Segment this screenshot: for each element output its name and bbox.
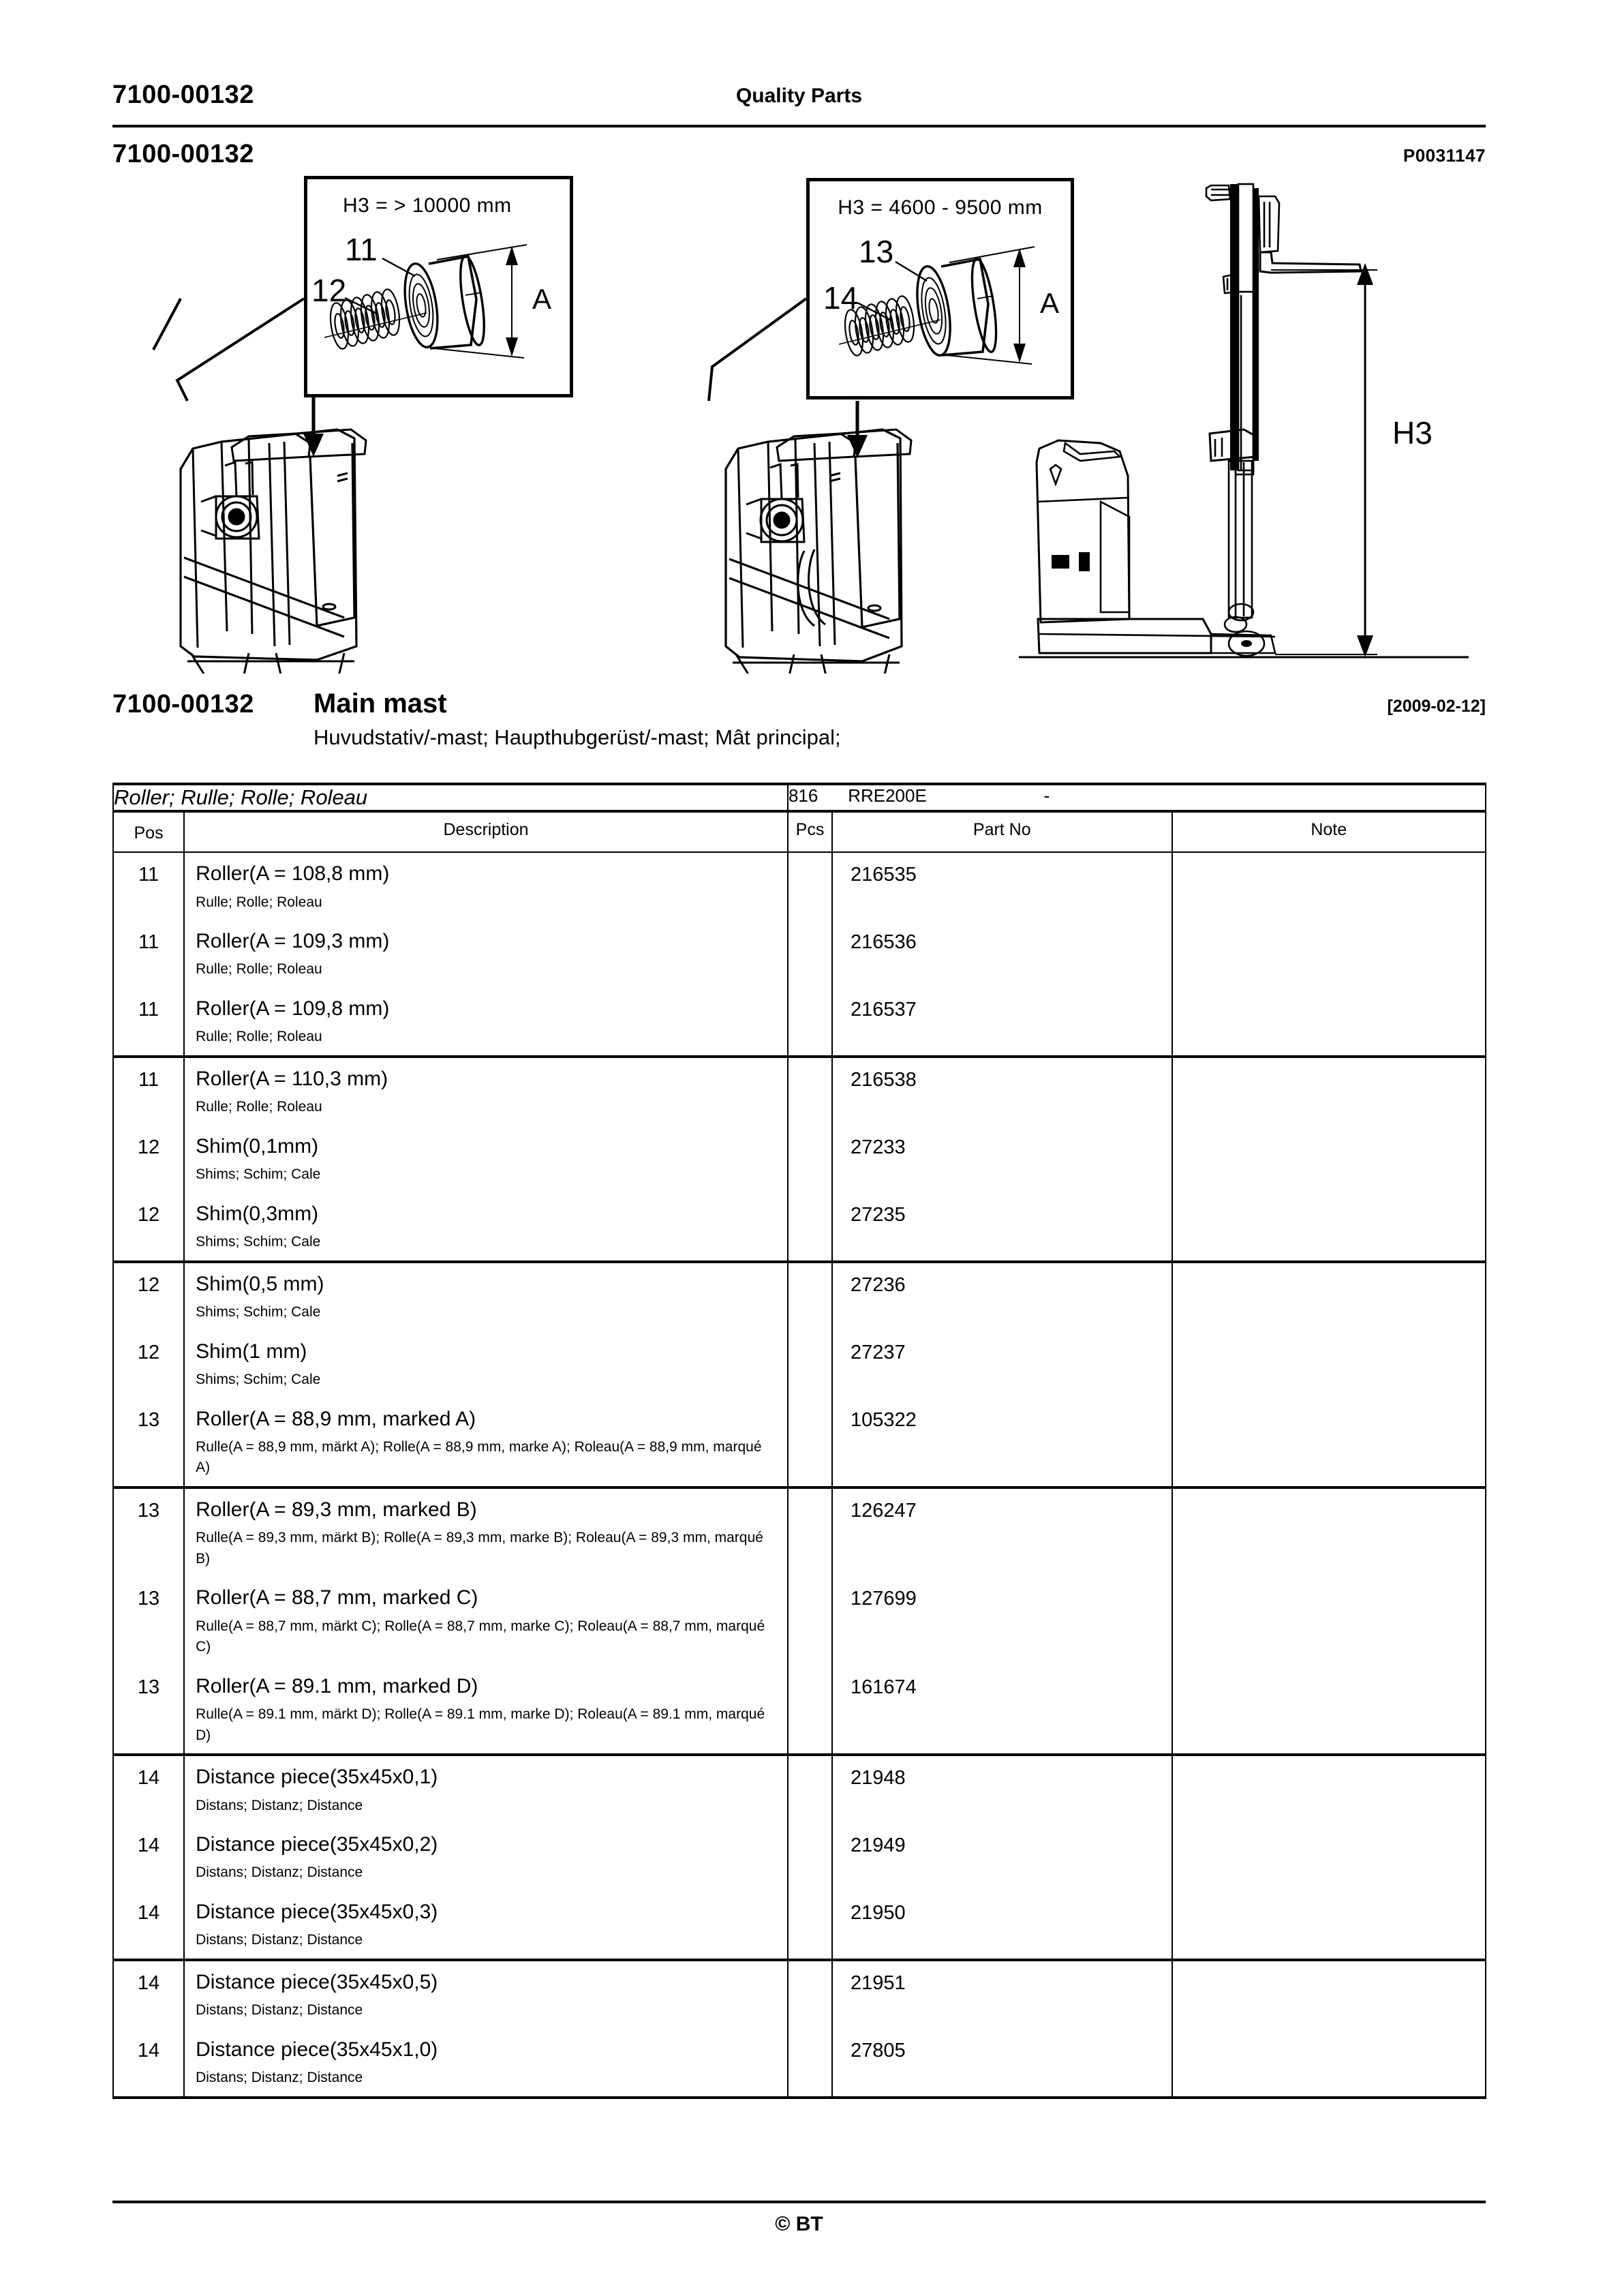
roller-shim-exploded-left-drawing [307,179,570,394]
row-part-no: 105322 [832,1398,1172,1487]
table-row [113,1755,1486,1824]
footer-copyright: © BT [775,2213,823,2235]
table-row [113,852,1486,920]
row-description-translations: Shims; Schim; Cale [196,1304,321,1320]
model-code: 816 [788,785,818,806]
figure-title-subtitle: Huvudstativ/-mast; Haupthubgerüst/-mast; Mât principal; [313,725,841,749]
row-description-main: Roller(A = 89.1 mm, marked D) [196,1674,478,1697]
row-description-translations: Distans; Distanz; Distance [196,1864,363,1881]
row-part-no: 216536 [832,920,1172,988]
table-row [113,988,1486,1057]
table-row [113,1665,1486,1755]
callout-left-roller-label: 11 [345,232,378,267]
callout-right-roller-label: 13 [859,234,894,269]
row-note [1172,1891,1486,1960]
row-pos: 12 [113,1262,184,1331]
group-name-cell: Roller; Rulle; Rolle; Roleau [113,784,788,811]
row-description-translations: Rulle; Rolle; Roleau [196,1029,322,1045]
row-note [1172,1755,1486,1824]
row-pos: 12 [113,1331,184,1398]
parts-list-table [112,783,1486,2099]
row-description-main: Roller(A = 88,9 mm, marked A) [196,1407,476,1430]
footer-divider [112,2201,1486,2203]
row-pcs [788,1960,832,2029]
row-description-translations: Distans; Distanz; Distance [196,1932,363,1948]
header-section-id: 7100-00132 [112,80,254,109]
row-description-main: Distance piece(35x45x0,5) [196,1970,438,1993]
figure-title-block [112,690,1486,761]
table-column-header-row [113,811,1486,852]
row-pcs [788,1057,832,1126]
table-row [113,2029,1486,2098]
row-part-no: 21948 [832,1755,1172,1824]
row-description-translations: Rulle(A = 88,7 mm, märkt C); Rolle(A = 88,7 mm, marke C); Roleau(A = 88,7 mm, marqué C) [196,1618,765,1655]
row-pos: 11 [113,988,184,1057]
row-description-main: Shim(0,5 mm) [196,1272,324,1295]
row-description-main: Roller(A = 109,8 mm) [196,997,390,1020]
row-part-no: 161674 [832,1665,1172,1755]
row-description-translations: Rulle(A = 89.1 mm, märkt D); Rolle(A = 89.1 mm, marke D); Roleau(A = 89.1 mm, marqué D) [196,1706,765,1743]
row-pos: 14 [113,1755,184,1824]
row-description [184,852,788,920]
row-part-no: 21951 [832,1960,1172,2029]
row-description-translations: Distans; Distanz; Distance [196,1797,363,1813]
row-description [184,920,788,988]
row-note [1172,1262,1486,1331]
row-pcs [788,1262,832,1331]
row-pcs [788,1665,832,1755]
row-part-no: 126247 [832,1487,1172,1577]
row-description-main: Shim(0,1mm) [196,1134,319,1158]
row-part-no: 216537 [832,988,1172,1057]
row-description-translations: Rulle(A = 88,9 mm, märkt A); Rolle(A = 88,9 mm, marke A); Roleau(A = 88,9 mm, marqué A) [196,1439,762,1476]
illustration-area [112,176,1486,674]
table-row [113,1960,1486,2029]
row-pcs [788,2029,832,2098]
row-description [184,1487,788,1577]
row-pos: 14 [113,2029,184,2098]
table-row [113,1057,1486,1126]
column-header-pos: Pos [113,811,184,852]
table-row [113,1331,1486,1398]
row-pos: 12 [113,1126,184,1193]
figure-title-id: 7100-00132 [112,690,254,719]
row-description-main: Roller(A = 89,3 mm, marked B) [196,1498,477,1521]
row-description [184,1126,788,1193]
row-pcs [788,1487,832,1577]
callout-right-title: H3 = 4600 - 9500 mm [838,196,1043,219]
table-row [113,1891,1486,1960]
column-header-note: Note [1172,811,1486,852]
table-row [113,1126,1486,1193]
row-description [184,988,788,1057]
row-part-no: 27236 [832,1262,1172,1331]
row-pos: 14 [113,1960,184,2029]
row-description [184,1824,788,1891]
row-note [1172,1577,1486,1665]
row-description-main: Roller(A = 88,7 mm, marked C) [196,1586,478,1610]
row-description [184,1960,788,2029]
truck-h3-dimension-label: H3 [1392,415,1433,451]
row-description [184,1398,788,1487]
table-row [113,1193,1486,1262]
row-description [184,1057,788,1126]
row-description-main: Roller(A = 108,8 mm) [196,862,390,885]
row-description-translations: Rulle; Rolle; Roleau [196,1099,322,1115]
row-pos: 11 [113,852,184,920]
row-note [1172,1331,1486,1398]
row-pcs [788,1824,832,1891]
row-pos: 12 [113,1193,184,1262]
row-description-translations: Rulle; Rolle; Roleau [196,894,322,910]
table-row [113,1262,1486,1331]
column-header-pcs: Pcs [788,811,832,852]
row-note [1172,1398,1486,1487]
column-header-part-no: Part No [832,811,1172,852]
row-description-translations: Rulle; Rolle; Roleau [196,961,322,978]
row-description [184,1755,788,1824]
row-part-no: 27235 [832,1193,1172,1262]
row-description [184,1262,788,1331]
row-pcs [788,1331,832,1398]
figure-title-name: Main mast [313,689,447,719]
row-pcs [788,1755,832,1824]
row-description-main: Shim(0,3mm) [196,1202,319,1225]
row-description [184,1193,788,1262]
callout-left-shim-label: 12 [311,273,347,308]
row-description-translations: Shims; Schim; Cale [196,1372,321,1388]
row-pcs [788,988,832,1057]
row-description-main: Roller(A = 109,3 mm) [196,929,390,952]
row-note [1172,1824,1486,1891]
row-description-main: Distance piece(35x45x0,3) [196,1900,438,1923]
row-pos: 13 [113,1487,184,1577]
model-variant: - [1043,785,1050,806]
callout-left-title: H3 = > 10000 mm [343,194,512,217]
row-description-translations: Shims; Schim; Cale [196,1234,321,1250]
row-pcs [788,1577,832,1665]
row-pcs [788,1126,832,1193]
row-description-translations: Shims; Schim; Cale [196,1166,321,1183]
row-part-no: 127699 [832,1577,1172,1665]
row-note [1172,852,1486,920]
row-description [184,1665,788,1755]
row-note [1172,1665,1486,1755]
row-pos: 13 [113,1665,184,1755]
callout-box-mid-mast [806,178,1074,399]
row-description-main: Distance piece(35x45x1,0) [196,2038,438,2061]
row-description [184,1577,788,1665]
row-note [1172,1193,1486,1262]
row-description-main: Distance piece(35x45x0,2) [196,1832,438,1856]
column-header-description: Description [184,811,788,852]
row-part-no: 27233 [832,1126,1172,1193]
row-description [184,1891,788,1960]
row-part-no: 27805 [832,2029,1172,2098]
callout-right-shim-label: 14 [823,280,859,316]
table-row [113,920,1486,988]
row-description-main: Shim(1 mm) [196,1340,307,1363]
section-id-row [112,140,1486,174]
page-header [112,80,1486,121]
row-pcs [788,1398,832,1487]
row-part-no: 21950 [832,1891,1172,1960]
table-row [113,1824,1486,1891]
row-pcs [788,920,832,988]
callout-box-high-mast [304,176,573,397]
row-description [184,1331,788,1398]
row-note [1172,920,1486,988]
figure-code: P0031147 [1403,145,1486,166]
table-row [113,1487,1486,1577]
row-description [184,2029,788,2098]
row-description-translations: Distans; Distanz; Distance [196,2070,363,2086]
row-description-main: Roller(A = 110,3 mm) [196,1067,388,1090]
table-row [113,1577,1486,1665]
row-note [1172,1487,1486,1577]
row-part-no: 216538 [832,1057,1172,1126]
row-pos: 14 [113,1824,184,1891]
group-model-cell [788,784,1486,811]
row-description-translations: Rulle(A = 89,3 mm, märkt B); Rolle(A = 89,3 mm, marke B); Roleau(A = 89,3 mm, marqué B) [196,1530,763,1567]
row-pcs [788,1193,832,1262]
row-note [1172,2029,1486,2098]
section-id: 7100-00132 [112,140,254,168]
row-note [1172,1126,1486,1193]
figure-revision-date: [2009-02-12] [1387,697,1486,716]
callout-right-dimension-label: A [1040,287,1060,319]
row-note [1172,1960,1486,2029]
table-row [113,1398,1486,1487]
row-pcs [788,852,832,920]
row-note [1172,988,1486,1057]
header-title: Quality Parts [735,85,863,107]
row-description-main: Distance piece(35x45x0,1) [196,1766,438,1788]
row-part-no: 21949 [832,1824,1172,1891]
callout-left-dimension-label: A [532,283,552,315]
row-part-no: 216535 [832,852,1172,920]
row-pos: 13 [113,1577,184,1665]
row-pos: 13 [113,1398,184,1487]
table-group-header-row [113,784,1486,811]
model-name: RRE200E [848,785,927,806]
row-part-no: 27237 [832,1331,1172,1398]
row-pcs [788,1891,832,1960]
row-description-translations: Distans; Distanz; Distance [196,2002,363,2019]
row-pos: 11 [113,1057,184,1126]
row-pos: 11 [113,920,184,988]
row-note [1172,1057,1486,1126]
header-divider [112,125,1486,127]
row-pos: 14 [113,1891,184,1960]
